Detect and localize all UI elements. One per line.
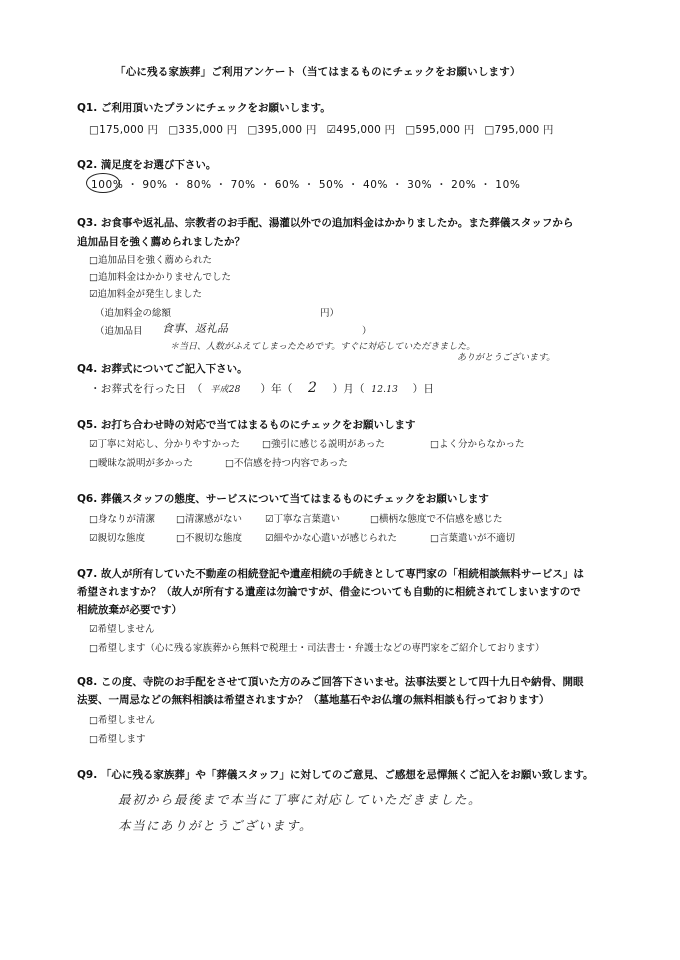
- q9-handwritten-line2: 本当にありがとうございます。: [118, 818, 314, 833]
- q9-label: Q9. 「心に残る家族葬」や「葬儀スタッフ」に対してのご意見、ご感想を忌憚無くご記入をお願い致します。: [77, 769, 594, 781]
- q6-option-kind[interactable]: ☑親切な態度: [89, 533, 146, 544]
- q1-option-335000[interactable]: □335,000 円: [168, 124, 238, 136]
- q3-items-close: ）: [362, 326, 372, 337]
- q7-option-yes[interactable]: □希望します（心に残る家族葬から無料で税理士・司法書士・弁護士などの専門家をご紹介しております）: [89, 643, 545, 654]
- q7-label-line1: Q7. 故人が所有していた不動産の相続登記や遺産相続の手続きとして専門家の「相続相談無料サービス」は: [77, 568, 584, 580]
- q2-selected-circle: [86, 173, 120, 193]
- q4-month-label: ）月（: [332, 383, 365, 395]
- q3-handwritten-note-2: ありがとうございます。: [457, 353, 556, 363]
- q3-amount-unit: 円）: [320, 308, 340, 319]
- q8-label-line2: 法要、一周忌などの無料相談は希望されますか？（墓地墓石やお仏壇の無料相談も行っております）: [77, 694, 550, 706]
- q7-label-line2: 希望されますか？（故人が所有する遺産は勿論ですが、借金についても自動的に相続されてしまいますので: [77, 586, 581, 598]
- q5-option-pushy[interactable]: □強引に感じる説明があった: [262, 439, 385, 450]
- q1-option-495000[interactable]: ☑495,000 円: [326, 124, 396, 136]
- q4-line-prefix: ・お葬式を行った日 （: [90, 383, 203, 395]
- q3-items-label: （追加品目: [95, 326, 143, 337]
- q4-date-line: [90, 380, 434, 396]
- q3-option-no-extra-charge[interactable]: □追加料金はかかりませんでした: [89, 272, 231, 283]
- q3-label-line2: 追加品目を強く薦められましたか？: [77, 236, 245, 248]
- q6-label: Q6. 葬儀スタッフの態度、サービスについて当てはまるものにチェックをお願いします: [77, 493, 489, 505]
- q3-option-extra-charge[interactable]: ☑追加料金が発生しました: [89, 289, 203, 300]
- q8-option-no[interactable]: □希望しません: [89, 715, 155, 726]
- q7-label-line3: 相続放棄が必要です）: [77, 604, 182, 616]
- q4-label: Q4. お葬式についてご記入下さい。: [77, 363, 248, 375]
- q6-option-attentive[interactable]: ☑細やかな心遣いが感じられた: [265, 533, 398, 544]
- q2-scale[interactable]: 100% ・ 90% ・ 80% ・ 70% ・ 60% ・ 50% ・ 40% ・ 30% ・ 20% ・ 10%: [91, 179, 521, 191]
- q3-label-line1: Q3. お食事や返礼品、宗教者のお手配、湯灌以外での追加料金はかかりましたか。また葬儀スタッフから: [77, 217, 574, 229]
- q5-option-vague[interactable]: □曖昧な説明が多かった: [89, 458, 193, 469]
- q1-option-595000[interactable]: □595,000 円: [405, 124, 475, 136]
- q3-handwritten-note: ＊当日、人数がふえてしまったためです。すぐに対応していただきました。: [170, 342, 476, 352]
- q3-option-strongly-recommended[interactable]: □追加品目を強く薦められた: [89, 255, 212, 266]
- q4-day-label: ）日: [412, 383, 435, 395]
- q5-option-unclear[interactable]: □よく分からなかった: [430, 439, 525, 450]
- q1-options: [89, 122, 554, 137]
- q8-option-yes[interactable]: □希望します: [89, 734, 146, 745]
- q6-option-arrogant[interactable]: □横柄な態度で不信感を感じた: [370, 514, 503, 525]
- q4-month-field[interactable]: 2: [308, 380, 318, 396]
- q6-option-polite-speech[interactable]: ☑丁寧な言葉遣い: [265, 514, 341, 525]
- q5-option-polite[interactable]: ☑丁寧に対応し、分かりやすかった: [89, 439, 241, 450]
- q6-option-inappropriate-speech[interactable]: □言葉遣いが不適切: [430, 533, 515, 544]
- q6-option-unkind[interactable]: □不親切な態度: [176, 533, 242, 544]
- q1-label: Q1. ご利用頂いたプランにチェックをお願いします。: [77, 102, 331, 114]
- q6-option-clean-appearance[interactable]: □身なりが清潔: [89, 514, 155, 525]
- q1-option-175000[interactable]: □175,000 円: [89, 124, 159, 136]
- q7-option-no[interactable]: ☑希望しません: [89, 624, 155, 635]
- q4-day-field[interactable]: 12.13: [371, 385, 399, 395]
- q8-label-line1: Q8. この度、寺院のお手配をさせて頂いた方のみご回答下さいませ。法事法要として四十九日や納骨、開眼: [77, 676, 584, 688]
- q9-handwritten-line1: 最初から最後まで本当に丁寧に対応していただきました。: [118, 792, 483, 807]
- q4-era-field[interactable]: 平成28: [210, 385, 241, 395]
- q1-option-795000[interactable]: □795,000 円: [484, 124, 554, 136]
- q1-option-395000[interactable]: □395,000 円: [247, 124, 317, 136]
- q2-label: Q2. 満足度をお選び下さい。: [77, 159, 217, 171]
- q5-label: Q5. お打ち合わせ時の対応で当てはまるものにチェックをお願いします: [77, 419, 416, 431]
- q3-items-handwritten: 食事、返礼品: [162, 322, 228, 335]
- survey-title: 「心に残る家族葬」ご利用アンケート（当てはまるものにチェックをお願いします）: [115, 66, 521, 78]
- q5-option-distrust[interactable]: □不信感を持つ内容であった: [225, 458, 348, 469]
- q6-option-not-clean[interactable]: □清潔感がない: [176, 514, 242, 525]
- q4-year-label: ）年（: [260, 383, 293, 395]
- q3-amount-label: （追加料金の総額: [95, 308, 172, 319]
